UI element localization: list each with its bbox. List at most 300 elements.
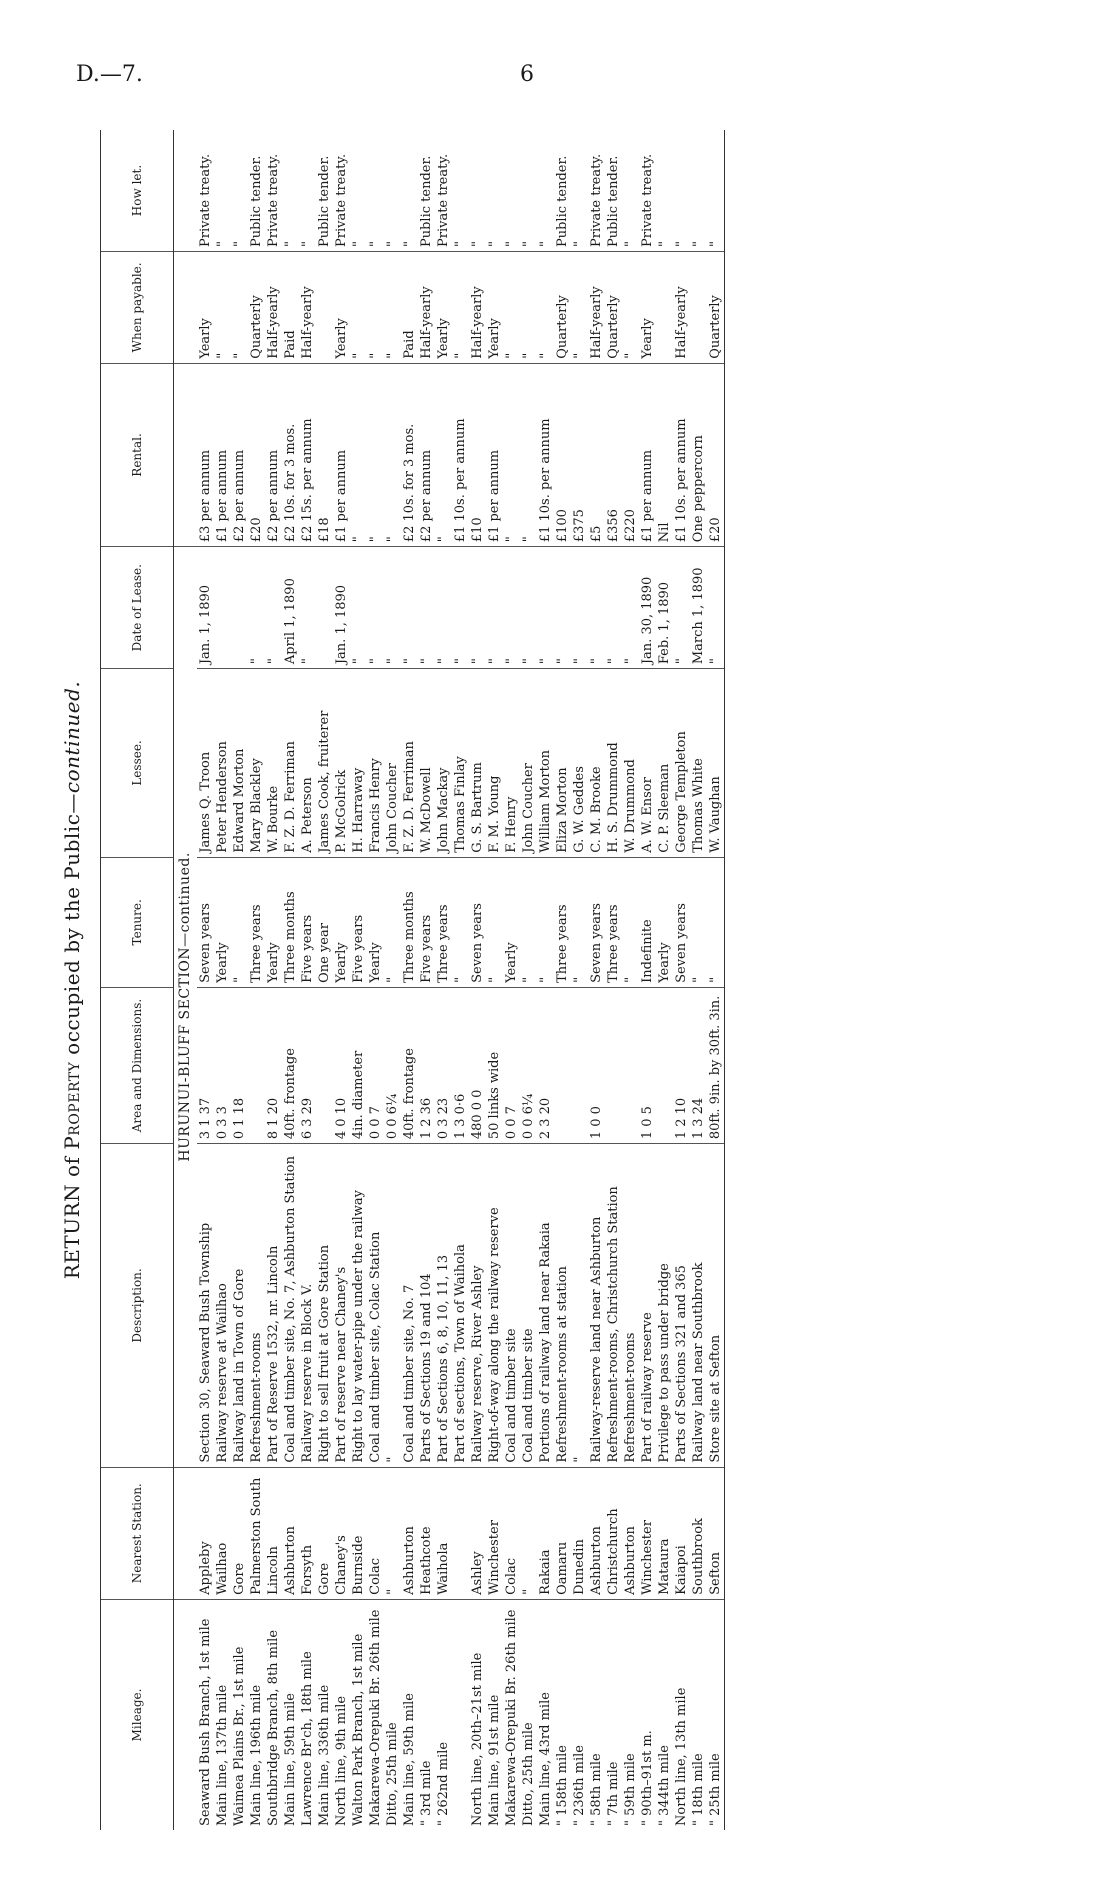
table-cell: Private treaty. <box>588 130 605 252</box>
table-cell: Edward Morton <box>231 669 248 858</box>
table-cell: £18 <box>316 363 333 546</box>
table-cell: " 262nd mile <box>436 1741 451 1826</box>
table-cell: Refreshment-rooms <box>248 1144 265 1467</box>
table-cell: James Cook, fruiterer <box>316 669 333 858</box>
table-cell: Lawrence Br'ch, 18th mile <box>300 1651 315 1826</box>
table-cell <box>571 987 588 1143</box>
table-cell: " <box>520 857 537 987</box>
table-cell: Part of sections, Town of Waihola <box>452 1144 469 1467</box>
table-cell: 40ft. frontage <box>282 987 299 1143</box>
table-cell: " <box>571 252 588 364</box>
table-cell: Ashburton <box>622 1467 639 1599</box>
table-cell <box>248 987 265 1143</box>
table-cell: 1 2 36 <box>418 987 435 1143</box>
table-cell: Yearly <box>333 857 350 987</box>
table-cell: Private treaty. <box>333 130 350 252</box>
table-row <box>418 130 435 1830</box>
table-cell: £1 per annum <box>639 363 656 546</box>
table-cell: Yearly <box>486 252 503 364</box>
table-row <box>469 130 486 1830</box>
table-cell: Christchurch <box>605 1467 622 1599</box>
table-cell: Appleby <box>197 1467 214 1599</box>
table-cell: Half-yearly <box>265 252 282 364</box>
table-cell: " <box>520 363 537 546</box>
table-cell: £1 10s. per annum <box>537 363 554 546</box>
table-cell: Main line, 196th mile <box>249 1684 264 1826</box>
table-row <box>639 130 656 1830</box>
table-cell: Colac <box>367 1467 384 1599</box>
table-cell: Seaward Bush Branch, 1st mile <box>198 1618 213 1826</box>
table-cell: " <box>469 547 486 669</box>
col-mileage: Mileage. <box>101 1599 174 1830</box>
table-cell: Coal and timber site <box>520 1144 537 1467</box>
table-cell: W. Drummond <box>622 669 639 858</box>
table-cell: £2 10s. for 3 mos. <box>401 363 418 546</box>
table-cell: £1 10s. per annum <box>673 363 690 546</box>
table-cell: " <box>231 857 248 987</box>
table-cell: " <box>452 547 469 669</box>
table-cell: £100 <box>554 363 571 546</box>
table-cell <box>554 987 571 1143</box>
table-cell: One year <box>316 857 333 987</box>
table-cell: " <box>214 252 231 364</box>
table-cell: Privilege to pass under bridge <box>656 1144 673 1467</box>
table-cell: " <box>384 1467 401 1599</box>
table-cell: H. Harraway <box>350 669 367 858</box>
table-cell: 0 0 6¼ <box>520 987 537 1143</box>
table-cell: £3 per annum <box>197 363 214 546</box>
table-cell: Railway land in Town of Gore <box>231 1144 248 1467</box>
table-cell: W. McDowell <box>418 669 435 858</box>
table-cell: " <box>520 130 537 252</box>
table-cell: Oamaru <box>554 1467 571 1599</box>
table-cell <box>231 547 248 669</box>
table-cell: Winchester <box>639 1467 656 1599</box>
table-cell: £20 <box>707 363 725 546</box>
table-row <box>435 130 452 1830</box>
table-cell: Jan. 1, 1890 <box>333 547 350 669</box>
table-cell: " <box>520 252 537 364</box>
table-cell: Coal and timber site, No. 7 <box>401 1144 418 1467</box>
table-cell: " <box>384 857 401 987</box>
table-cell: Main line, 59th mile <box>283 1693 298 1826</box>
table-row <box>401 130 418 1830</box>
table-cell: " <box>418 547 435 669</box>
table-cell: " <box>537 547 554 669</box>
table-cell: Jan. 1, 1890 <box>197 547 214 669</box>
table-cell: Three years <box>554 857 571 987</box>
col-tenure: Tenure. <box>101 857 174 987</box>
table-row <box>299 130 316 1830</box>
table-cell: Seven years <box>673 857 690 987</box>
table-cell <box>316 547 333 669</box>
col-rental: Rental. <box>101 363 174 546</box>
col-date: Date of Lease. <box>101 547 174 669</box>
table-cell: Thomas White <box>690 669 707 858</box>
table-cell: " 58th mile <box>589 1753 604 1826</box>
table-row <box>282 130 299 1830</box>
table-cell: Half-yearly <box>469 252 486 364</box>
table-cell: £1 per annum <box>486 363 503 546</box>
table-row <box>656 130 673 1830</box>
table-row <box>554 130 571 1830</box>
table-cell: Makarewa-Orepuki Br. 26th mile <box>504 1609 519 1826</box>
table-cell: Portions of railway land near Rakaia <box>537 1144 554 1467</box>
table-cell: " <box>435 547 452 669</box>
table-cell: Main line, 59th mile <box>402 1693 417 1826</box>
table-cell: Main line, 43rd mile <box>538 1692 553 1826</box>
table-cell: John Coucher <box>384 669 401 858</box>
table-cell: A. Peterson <box>299 669 316 858</box>
table-cell: Seven years <box>588 857 605 987</box>
table-cell: Quarterly <box>605 252 622 364</box>
table-cell: 6 3 29 <box>299 987 316 1143</box>
table-cell: " 25th mile <box>707 1599 725 1830</box>
table-cell: Mataura <box>656 1467 673 1599</box>
table-cell: Three years <box>435 857 452 987</box>
table-cell: F. Z. D. Ferriman <box>282 669 299 858</box>
table-cell: 1 3 0·6 <box>452 987 469 1143</box>
table-cell: Quarterly <box>248 252 265 364</box>
table-cell: John Coucher <box>520 669 537 858</box>
table-row <box>350 130 367 1830</box>
table-cell: Gore <box>231 1467 248 1599</box>
table-row <box>452 130 469 1830</box>
table-cell: 4in. diameter <box>350 987 367 1143</box>
table-cell: Paid <box>401 252 418 364</box>
table-cell: Southbridge Branch, 8th mile <box>266 1629 281 1826</box>
table-cell: Quarterly <box>707 252 725 364</box>
table-row <box>214 130 231 1830</box>
table-cell: March 1, 1890 <box>690 547 707 669</box>
table-cell: " <box>367 130 384 252</box>
table-cell: Feb. 1, 1890 <box>656 547 673 669</box>
table-cell: Five years <box>299 857 316 987</box>
table-cell: " <box>707 130 725 252</box>
table-cell: Railway reserve, River Ashley <box>469 1144 486 1467</box>
table-cell: 80ft. 9in. by 30ft. 3in. <box>707 987 725 1143</box>
table-cell: 2 3 20 <box>537 987 554 1143</box>
table-cell: Part of reserve near Chaney's <box>333 1144 350 1467</box>
table-cell: Yearly <box>656 857 673 987</box>
table-cell: Coal and timber site, Colac Station <box>367 1144 384 1467</box>
col-area: Area and Dimensions. <box>101 987 174 1143</box>
table-cell: Three months <box>282 857 299 987</box>
table-cell: " <box>571 130 588 252</box>
table-cell: James Q. Troon <box>197 669 214 858</box>
table-cell: P. McGolrick <box>333 669 350 858</box>
table-cell: " <box>350 547 367 669</box>
table-cell: Colac <box>503 1467 520 1599</box>
table-cell: Dunedin <box>571 1467 588 1599</box>
table-cell: £10 <box>469 363 486 546</box>
table-cell: Peter Henderson <box>214 669 231 858</box>
table-cell: £356 <box>605 363 622 546</box>
table-cell: Public tender. <box>316 130 333 252</box>
table-cell: Public tender. <box>418 130 435 252</box>
table-row <box>265 130 282 1830</box>
table-cell: Thomas Finlay <box>452 669 469 858</box>
table-cell: " <box>282 130 299 252</box>
table-cell: Three years <box>248 857 265 987</box>
table-cell: Public tender. <box>605 130 622 252</box>
table-cell: 0 1 18 <box>231 987 248 1143</box>
table-cell: George Templeton <box>673 669 690 858</box>
table-cell: " <box>299 547 316 669</box>
table-cell: " <box>367 252 384 364</box>
col-payable: When payable. <box>101 252 174 364</box>
table-row <box>707 130 725 1830</box>
table-cell: " <box>367 363 384 546</box>
table-cell: " <box>452 857 469 987</box>
page-title: RETURN of Property occupied by the Public—continued. <box>60 680 84 1280</box>
table-cell <box>656 252 673 364</box>
table-cell: 8 1 20 <box>265 987 282 1143</box>
col-station: Nearest Station. <box>101 1467 174 1599</box>
table-cell: Coal and timber site, No. 7, Ashburton Station <box>282 1144 299 1467</box>
table-cell <box>690 252 707 364</box>
table-cell: Ashburton <box>588 1467 605 1599</box>
table-cell: Kaiapoi <box>673 1467 690 1599</box>
table-cell: Refreshment-rooms at station <box>554 1144 571 1467</box>
table-cell: Five years <box>350 857 367 987</box>
table-cell: " <box>401 547 418 669</box>
table-cell: " <box>486 547 503 669</box>
table-cell: Makarewa-Orepuki Br. 26th mile <box>368 1609 383 1826</box>
table-cell: Jan. 30, 1890 <box>639 547 656 669</box>
table-cell: Seven years <box>469 857 486 987</box>
table-cell: " 18th mile <box>691 1753 706 1826</box>
table-cell: " <box>571 1144 588 1467</box>
table-cell: " <box>384 1144 401 1467</box>
page-number: 6 <box>520 62 534 87</box>
table-row <box>248 130 265 1830</box>
table-cell: Ditto, 25th mile <box>521 1722 536 1826</box>
table-cell <box>656 987 673 1143</box>
table-cell: Waihola <box>435 1467 452 1599</box>
table-row <box>571 130 588 1830</box>
table-cell: " <box>554 547 571 669</box>
table-cell: Walton Park Branch, 1st mile <box>351 1633 366 1826</box>
table-cell: Private treaty. <box>197 130 214 252</box>
table-cell: Yearly <box>367 857 384 987</box>
table-cell: Private treaty. <box>435 130 452 252</box>
table-row <box>520 130 537 1830</box>
table-cell: Heathcote <box>418 1467 435 1599</box>
table-cell: " <box>520 1467 537 1599</box>
section-row <box>174 130 198 1830</box>
table-cell: £20 <box>248 363 265 546</box>
table-cell: Railway-reserve land near Ashburton <box>588 1144 605 1467</box>
table-cell: H. S. Drummond <box>605 669 622 858</box>
table-cell: Right to sell fruit at Gore Station <box>316 1144 333 1467</box>
table-cell: " <box>605 547 622 669</box>
table-cell: " <box>690 857 707 987</box>
table-cell: " <box>384 130 401 252</box>
table-cell: C. M. Brooke <box>588 669 605 858</box>
table-cell: North line, 13th mile <box>674 1687 689 1826</box>
table-cell: One peppercorn <box>690 363 707 546</box>
table-cell: F. Z. D. Ferriman <box>401 669 418 858</box>
table-row <box>367 130 384 1830</box>
table-cell: " 344th mile <box>657 1745 672 1826</box>
table-cell: Ditto, 25th mile <box>385 1722 400 1826</box>
table-cell: Half-yearly <box>418 252 435 364</box>
table-cell: Part of Reserve 1532, nr. Lincoln <box>265 1144 282 1467</box>
table-cell: Winchester <box>486 1467 503 1599</box>
table-cell: John Mackay <box>435 669 452 858</box>
table-cell <box>605 987 622 1143</box>
table-cell: £2 per annum <box>418 363 435 546</box>
table-cell: " 90th–91st m. <box>640 1730 655 1826</box>
table-cell: " <box>367 547 384 669</box>
table-cell: 1 2 10 <box>673 987 690 1143</box>
table-cell: G. S. Bartrum <box>469 669 486 858</box>
table-cell: £220 <box>622 363 639 546</box>
table-cell: £1 per annum <box>214 363 231 546</box>
table-cell <box>316 252 333 364</box>
table-row <box>197 130 214 1830</box>
rotated-return-table <box>60 100 1060 1860</box>
table-cell: " <box>350 130 367 252</box>
table-cell: 0 0 7 <box>503 987 520 1143</box>
table-cell: Three years <box>605 857 622 987</box>
table-cell: Main line, 91st mile <box>487 1694 502 1826</box>
table-cell: " <box>486 130 503 252</box>
table-cell <box>622 987 639 1143</box>
table-cell: " <box>503 252 520 364</box>
table-cell: " <box>690 130 707 252</box>
table-cell: Burnside <box>350 1467 367 1599</box>
table-cell: " <box>707 547 725 669</box>
table-cell: Yearly <box>265 857 282 987</box>
table-cell: Public tender. <box>248 130 265 252</box>
table-cell: £2 10s. for 3 mos. <box>282 363 299 546</box>
table-cell: Refreshment-rooms <box>622 1144 639 1467</box>
table-cell: £2 per annum <box>265 363 282 546</box>
table-cell: Chaney's <box>333 1467 350 1599</box>
table-cell: " <box>265 547 282 669</box>
table-cell: Yearly <box>639 252 656 364</box>
table-cell: " <box>248 547 265 669</box>
table-cell: Private treaty. <box>639 130 656 252</box>
table-cell: " <box>384 252 401 364</box>
table-cell: Francis Henry <box>367 669 384 858</box>
table-cell: Nil <box>656 363 673 546</box>
table-cell: Yearly <box>435 252 452 364</box>
table-cell: " <box>622 130 639 252</box>
table-cell: C. P. Sleeman <box>656 669 673 858</box>
table-cell: £1 10s. per annum <box>452 363 469 546</box>
table-cell: " <box>350 252 367 364</box>
table-cell: Yearly <box>503 857 520 987</box>
table-cell: Right-of-way along the railway reserve <box>486 1144 503 1467</box>
table-cell: Main line, 336th mile <box>317 1684 332 1826</box>
table-cell: A. W. Ensor <box>639 669 656 858</box>
table-cell: " <box>384 547 401 669</box>
table-cell: Three months <box>401 857 418 987</box>
table-cell: Rakaia <box>537 1467 554 1599</box>
table-cell: Right to lay water-pipe under the railway <box>350 1144 367 1467</box>
table-cell: Palmerston South <box>248 1467 265 1599</box>
table-cell: £375 <box>571 363 588 546</box>
table-cell: Public tender. <box>554 130 571 252</box>
table-row <box>486 130 503 1830</box>
table-cell: " 158th mile <box>555 1745 570 1826</box>
table-cell: " <box>231 130 248 252</box>
table-cell: Lincoln <box>265 1467 282 1599</box>
table-cell: " <box>537 130 554 252</box>
table-row <box>673 130 690 1830</box>
table-cell: Ashburton <box>282 1467 299 1599</box>
table-cell: " <box>299 130 316 252</box>
table-cell: " <box>401 130 418 252</box>
table-cell: F. Henry <box>503 669 520 858</box>
table-cell: " <box>673 130 690 252</box>
table-cell: Part of railway reserve <box>639 1144 656 1467</box>
table-cell: Forsyth <box>299 1467 316 1599</box>
table-cell: " <box>588 547 605 669</box>
table-cell: 3 1 37 <box>197 987 214 1143</box>
table-cell: " <box>571 547 588 669</box>
table-cell: G. W. Geddes <box>571 669 588 858</box>
table-cell: Eliza Morton <box>554 669 571 858</box>
table-cell: " 3rd mile <box>419 1760 434 1826</box>
table-cell: Main line, 137th mile <box>215 1684 230 1826</box>
table-cell: Ashburton <box>401 1467 418 1599</box>
col-lessee: Lessee. <box>101 669 174 858</box>
table-row <box>316 130 333 1830</box>
table-row <box>605 130 622 1830</box>
table-cell: £2 per annum <box>231 363 248 546</box>
table-cell: 1 0 5 <box>639 987 656 1143</box>
table-cell: Half-yearly <box>673 252 690 364</box>
table-body <box>174 130 725 1830</box>
table-cell: " <box>384 363 401 546</box>
table-cell: Private treaty. <box>265 130 282 252</box>
table-cell: Waimea Plains Br., 1st mile <box>232 1646 247 1826</box>
table-cell: Refreshment-rooms, Christchurch Station <box>605 1144 622 1467</box>
table-cell: Ashley <box>469 1467 486 1599</box>
table-cell: " <box>537 857 554 987</box>
table-cell: " <box>452 252 469 364</box>
table-cell: North line, 20th–21st mile <box>470 1652 485 1826</box>
table-cell: Southbrook <box>690 1467 707 1599</box>
table-cell: W. Vaughan <box>707 669 725 858</box>
section-label: HURUNUI-BLUFF SECTION—continued. <box>174 547 198 1467</box>
table-cell: Part of Sections 6, 8, 10, 11, 13 <box>435 1144 452 1467</box>
table-cell: Yearly <box>197 252 214 364</box>
table-cell: " <box>503 547 520 669</box>
table-cell: " <box>622 252 639 364</box>
table-cell: Seven years <box>197 857 214 987</box>
col-how-let: How let. <box>101 130 174 252</box>
table-cell: Railway reserve in Block V. <box>299 1144 316 1467</box>
table-cell: William Morton <box>537 669 554 858</box>
table-cell: " <box>452 130 469 252</box>
table-cell: 480 0 0 <box>469 987 486 1143</box>
table-cell: " <box>486 857 503 987</box>
table-cell: Indefinite <box>639 857 656 987</box>
table-cell <box>214 547 231 669</box>
table-cell: " <box>537 252 554 364</box>
table-cell: Coal and timber site <box>503 1144 520 1467</box>
table-cell: Mary Blackley <box>248 669 265 858</box>
table-cell: " <box>350 363 367 546</box>
table-cell: Section 30, Seaward Bush Township <box>197 1144 214 1467</box>
table-cell: " <box>622 547 639 669</box>
table-row <box>537 130 554 1830</box>
